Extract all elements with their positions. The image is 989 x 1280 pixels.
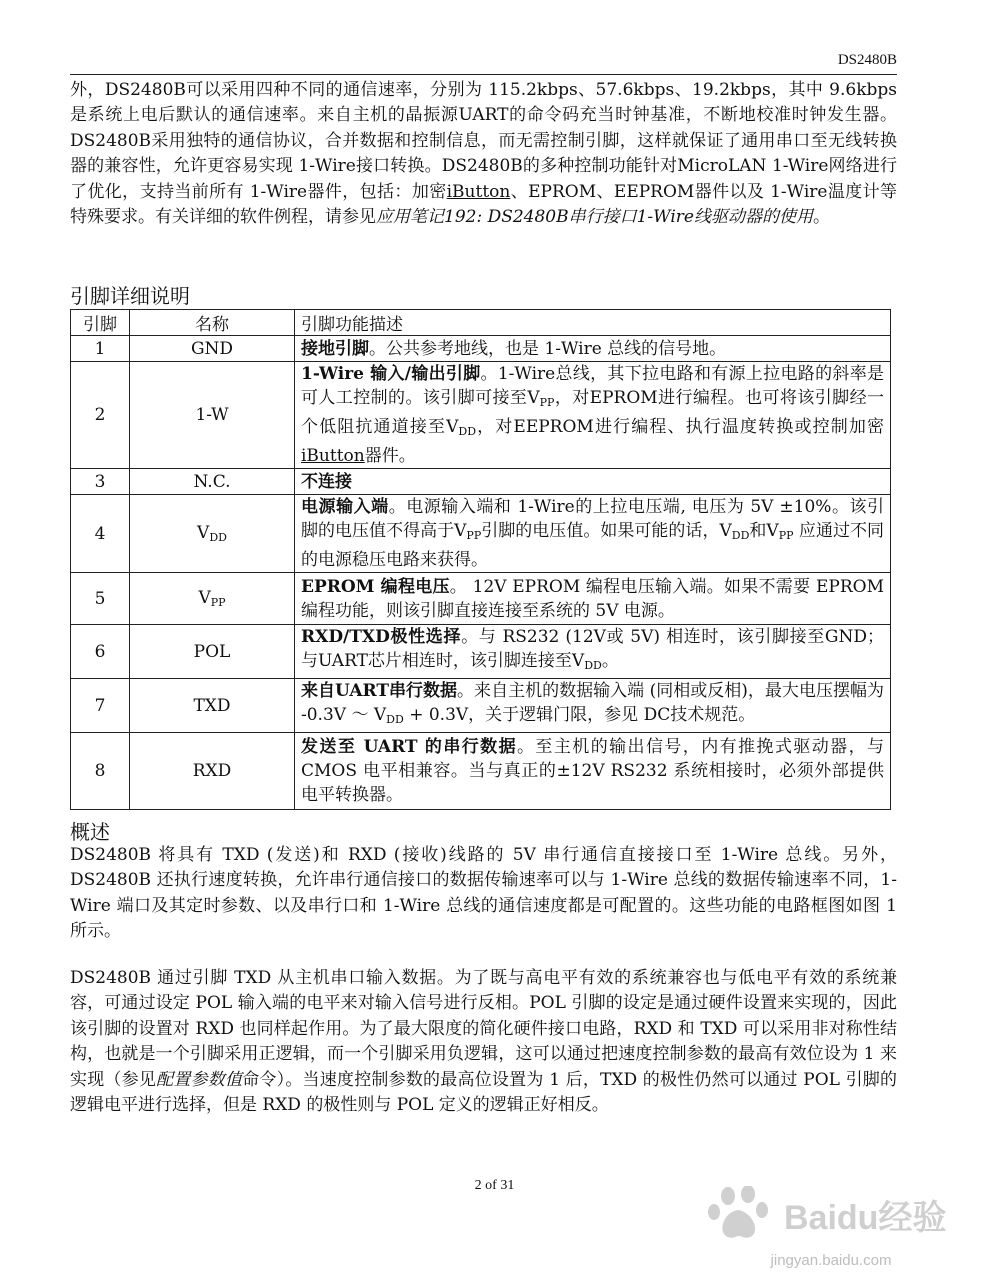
pin-table (70, 309, 891, 810)
overview-command-ref: 配置参数值 (156, 1069, 243, 1090)
desc-subscript: PP (539, 396, 555, 409)
table-row (71, 469, 891, 495)
overview-paragraph-2 (70, 966, 897, 1118)
pin-name (130, 495, 295, 573)
page-number: 2 of 31 (474, 1178, 515, 1193)
pin-name (130, 573, 295, 625)
intro-paragraph (70, 78, 897, 230)
pin-number: 3 (71, 469, 130, 495)
col-header-desc: 引脚功能描述 (295, 310, 891, 336)
desc-bold: 不连接 (301, 471, 352, 492)
overview-text-a: DS2480B 通过引脚 TXD 从主机串口输入数据。为了既与高电平有效的系统兼容也与低电平有效的系统兼容，可通过设定 POL 输入端的电平来对输入信号进行反相。POL 引脚的设定是通过硬件设置来实现的，因此该引脚的设置对 RXD 也同样起作用。为了最大限度的简化硬件接口电路，RXD 和 TXD 可以采用非对称性结构，也就是一个引脚采用正逻辑，而一个引脚采用负逻辑，这可以通过把速度控制参数的最高有效位设为 1 来实现（参见 (70, 968, 897, 1090)
header-rule (70, 74, 897, 75)
pin-name: TXD (130, 679, 295, 733)
pin-table-header (71, 310, 891, 336)
header-doc-id: DS2480B (837, 52, 897, 68)
intro-text-b: 、EPROM、EEPROM器件以及 1-Wire温度计等特殊要求。有关详细的软件例程，请参见 (70, 181, 898, 228)
table-row (71, 733, 891, 810)
desc-text: ，对EEPROM进行编程、执行温度转换或控制加密 (476, 417, 885, 437)
paw-icon (706, 1186, 776, 1244)
desc-bold: 接地引脚 (301, 338, 369, 359)
pin-number: 7 (71, 679, 130, 733)
pin-description (295, 679, 891, 733)
desc-text: 。 12V EPROM 编程电压输入端。如果不需要 EPROM 编程功能，则该引脚直接连接至系统的 5V 电源。 (301, 576, 884, 621)
desc-text: 。来自主机的数据输入端 (同相或反相)，最大电压摆幅为 -0.3V ～ V (301, 681, 884, 725)
desc-text: 和V (749, 521, 779, 541)
desc-bold: 电源输入端 (301, 497, 389, 517)
pin-number: 5 (71, 573, 130, 625)
col-header-name: 名称 (130, 310, 295, 336)
desc-subscript: DD (584, 659, 602, 672)
desc-text: 。与 RS232 (12V或 5V) 相连时，该引脚接至GND；与UART芯片相连时，该引脚连接至V (301, 627, 885, 671)
desc-text: 。 (601, 651, 619, 671)
desc-bold: 来自UART串行数据 (301, 681, 458, 701)
table-row (71, 625, 891, 679)
desc-subscript: PP (778, 529, 794, 542)
pin-number: 8 (71, 733, 130, 810)
desc-text: 。公共参考地线，也是 1-Wire 总线的信号地。 (369, 338, 727, 359)
pin-number: 4 (71, 495, 130, 573)
pin-description (295, 495, 891, 573)
desc-subscript: DD (731, 529, 750, 542)
desc-text: 。1-Wire总线，其下拉电路和有源上拉电路的斜率是可人工控制的。该引脚可接至V (301, 364, 884, 408)
desc-text: ，对EPROM进行编程。也可将该引脚经一个低阻抗通道接至V (301, 388, 884, 437)
pin-number: 6 (71, 625, 130, 679)
overview-text-b: 命令）。当速度控制参数的最高位设置为 1 后，TXD 的极性仍然可以通过 POL 引脚的逻辑电平进行选择，但是 RXD 的极性则与 POL 定义的逻辑正好相反。 (70, 1069, 898, 1116)
table-row (71, 495, 891, 573)
intro-app-note-ref: 应用笔记192: DS2480B串行接口1-Wire线驱动器的使用 (376, 207, 813, 228)
pin-description (295, 362, 891, 469)
desc-text: 应通过不同的电源稳压电路来获得。 (301, 521, 884, 570)
desc-bold: 1-Wire 输入/输出引脚 (301, 364, 481, 384)
desc-text: + 0.3V，关于逻辑门限，参见 DC技术规范。 (403, 705, 756, 725)
pin-name: 1-W (130, 362, 295, 469)
desc-text: 引脚的电压值。如果可能的话，V (481, 521, 732, 541)
table-row (71, 336, 891, 362)
table-row (71, 679, 891, 733)
watermark-url: jingyan.baidu.com (770, 1252, 892, 1269)
pin-description (295, 336, 891, 362)
table-row (71, 573, 891, 625)
pin-number: 1 (71, 336, 130, 362)
pin-name-subscript: PP (210, 596, 226, 609)
pin-name: RXD (130, 733, 295, 810)
pin-name-subscript: DD (209, 531, 227, 544)
desc-bold: 发送至 UART 的串行数据 (301, 737, 518, 757)
col-header-pin: 引脚 (71, 310, 130, 336)
desc-text: 器件。 (364, 446, 416, 466)
intro-text-end: 。 (812, 207, 830, 228)
intro-ibutton: iButton (446, 181, 511, 202)
pin-description (295, 625, 891, 679)
pin-description (295, 469, 891, 495)
desc-text: 。电源输入端和 1-Wire的上拉电压端, 电压为 5V ±10%。该引脚的电压值不得高于V (301, 497, 885, 541)
desc-subscript: PP (466, 529, 482, 542)
desc-ibutton: iButton (301, 446, 365, 466)
desc-subscript: DD (386, 713, 404, 726)
pin-name-main: V (198, 588, 211, 608)
overview-title: 概述 (70, 820, 110, 844)
pin-number: 2 (71, 362, 130, 469)
pin-description (295, 573, 891, 625)
pin-section-title: 引脚详细说明 (70, 284, 190, 308)
overview-paragraph-1: DS2480B 将具有 TXD (发送)和 RXD (接收)线路的 5V 串行通信直接接口至 1-Wire 总线。另外，DS2480B 还执行速度转换，允许串行通信接口的数据传输速率可以与 1-Wire 总线的数据传输速率不同，1-Wire 端口及其定时参数、以及串行口和 1-Wire 总线的通信速度都是可配置的。这些功能的电路框图如图 1 所示。 (70, 845, 897, 942)
desc-subscript: DD (458, 425, 477, 438)
pin-name: POL (130, 625, 295, 679)
pin-name-main: V (197, 523, 210, 543)
desc-bold: EPROM 编程电压 (301, 576, 450, 597)
intro-text-a: 外，DS2480B可以采用四种不同的通信速率，分别为 115.2kbps、57.6kbps、19.2kbps，其中 9.6kbps 是系统上电后默认的通信速率。来自主机的晶振源UART的命令码充当时钟基准，不断地校准时钟发生器。DS2480B采用独特的通信协议，合并数据和控制信息，而无需控制引脚，这样就保证了通用串口至无线转换器的兼容性，允许更容易实现 1-Wire接口转换。DS2480B的多种控制功能针对MicroLAN 1-Wire网络进行了优化，支持当前所有 1-Wire器件，包括：加密 (70, 80, 897, 202)
pin-name: N.C. (130, 469, 295, 495)
watermark-brand: Baidu经验 (784, 1199, 947, 1237)
pin-name: GND (130, 336, 295, 362)
table-row (71, 362, 891, 469)
pin-description (295, 733, 891, 810)
desc-bold: RXD/TXD极性选择 (301, 627, 462, 647)
watermark (706, 1186, 956, 1248)
desc-text: 。至主机的输出信号，内有推挽式驱动器，与 CMOS 电平相兼容。当与真正的±12V RS232 系统相接时，必须外部提供电平转换器。 (301, 737, 884, 805)
